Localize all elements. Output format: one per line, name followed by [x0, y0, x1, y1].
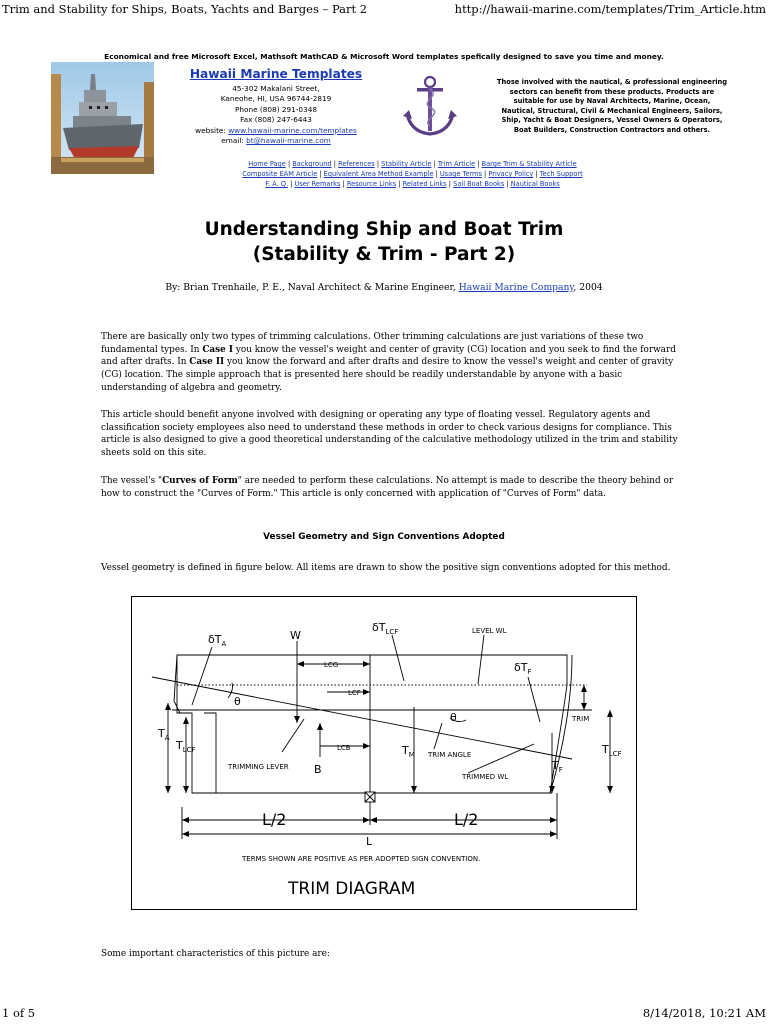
nav-faq[interactable]: F. A. Q. [265, 180, 289, 188]
para1-case1: Case I [202, 344, 234, 355]
para1-case2: Case II [189, 357, 225, 368]
nav-background[interactable]: Background [292, 160, 332, 168]
label-tlcf-left: $T_{LCF}$ [176, 739, 196, 754]
para3-bold: Curves of Form [162, 476, 238, 486]
nav-composite-eam[interactable]: Composite EAM Article [242, 170, 318, 178]
byline-company-link[interactable]: Hawaii Marine Company [458, 282, 574, 293]
para3-text-a: The vessel's " [101, 476, 163, 486]
byline [0, 282, 768, 293]
nav-usage-terms[interactable]: Usage Terms [439, 170, 482, 178]
label-tf: $T_F$ [552, 759, 563, 774]
diagram-note: TERMS SHOWN ARE POSITIVE AS PER ADOPTED SIGN CONVENTION. [242, 855, 481, 863]
print-page-url: http://hawaii-marine.com/templates/Trim_Article.htm [454, 2, 766, 16]
company-website-row [176, 126, 376, 136]
email-link[interactable]: bt@hawaii-marine.com [246, 136, 331, 146]
label-trim-angle: TRIM ANGLE [428, 751, 472, 759]
label-lcg: LCG [324, 661, 339, 669]
nav-nautical-books[interactable]: Nautical Books [510, 180, 560, 188]
website-label: website: [195, 125, 226, 135]
email-label: email: [221, 136, 244, 146]
label-tm: $T_M$ [402, 744, 415, 759]
nav-resource-links[interactable]: Resource Links [346, 180, 397, 188]
tagline: Economical and free Microsoft Excel, Mathsoft MathCAD & Microsoft Word templates spefically designed to save you time and money. [104, 52, 664, 61]
nav-row-1: Home Page | Background | References | Stability Article | Trim Article | Barge Trim & Stability Article [248, 160, 577, 168]
print-datetime: 8/14/2018, 10:21 AM [642, 1006, 766, 1020]
para1-text-b: you know the vessel's weight and center of gravity (CG) location and you seek to find the forward and after drafts. In [101, 344, 676, 368]
nav-related-links[interactable]: Related Links [402, 180, 447, 188]
label-trimming-lever: TRIMMING LEVER [228, 763, 289, 771]
nav-privacy-policy[interactable]: Privacy Policy [488, 170, 534, 178]
print-page-number: 1 of 5 [2, 1006, 36, 1020]
paragraph-audience: This article should benefit anyone involved with designing or operating any type of floating vessel. Regulatory agents and classification society employees also need to understand these methods in order to check various designs for compliance. This article is also designed to give a good theoretical understanding of the calculative methodology utilized in the trim and stability sheets sold on this site. [101, 410, 678, 459]
company-phone: Phone (808) 291-0348 [235, 104, 317, 114]
trim-diagram [131, 596, 637, 910]
label-trimmed-wl: TRIMMED WL [462, 773, 509, 781]
nav-links [220, 159, 605, 189]
nav-home[interactable]: Home Page [248, 160, 286, 168]
nav-trim-article[interactable]: Trim Article [437, 160, 476, 168]
anchor-icon [399, 74, 461, 140]
website-link[interactable]: www.hawaii-marine.com/templates [228, 125, 357, 135]
page-title [0, 218, 768, 267]
nav-tech-support[interactable]: Tech Support [539, 170, 583, 178]
paragraph-curves-of-form [101, 475, 681, 500]
byline-year: , 2004 [573, 282, 603, 293]
ship-photo [51, 62, 154, 174]
byline-author: By: Brian Trenhaile, P. E., Naval Architect & Marine Engineer, [165, 282, 456, 293]
section-heading: Vessel Geometry and Sign Conventions Adopted [263, 532, 505, 542]
nav-row-2: Composite EAM Article | Equivalent Area Method Example | Usage Terms | Privacy Policy | Tech Support [242, 170, 583, 178]
paragraph-geometry: Vessel geometry is defined in figure below. All items are drawn to show the positive sign conventions adopted for this method. [101, 563, 671, 573]
print-header [0, 2, 768, 18]
label-half-length-2: L/2 [454, 810, 479, 829]
nav-eam-example[interactable]: Equivalent Area Method Example [323, 170, 434, 178]
label-theta-2: θ [450, 711, 457, 724]
company-city: Kaneohe, HI, USA 96744-2819 [220, 94, 332, 104]
diagram-title: TRIM DIAGRAM [288, 879, 416, 899]
company-email-row [176, 136, 376, 146]
label-dtf: $\delta T_F$ [514, 661, 532, 676]
nav-barge-article[interactable]: Barge Trim & Stability Article [481, 160, 577, 168]
nav-stability-article[interactable]: Stability Article [381, 160, 432, 168]
print-page-title: Trim and Stability for Ships, Boats, Yachts and Barges – Part 2 [2, 2, 368, 16]
label-length: L [366, 835, 373, 848]
label-trim: TRIM [572, 715, 590, 723]
label-level-wl: LEVEL WL [472, 627, 507, 635]
para3-text-b: " are needed to perform these calculations. No attempt is made to describe the theory behind or how to construct the "Curves of Form." This article is only concerned with application of "Curves of Form" data. [101, 476, 674, 499]
users-blurb: Those involved with the nautical, & professional engineering sectors can benefit from these products. Products are suitable for use by Naval Architects, Marine, Ocean, Nautical, Structural, Civil & Mechanical Engineers, Sailors, Ship, Yacht & Boat Designers, Vessel Owners & Operators, Boat Builders, Construction Contractors and others. [496, 78, 728, 134]
para1-text-a: There are basically only two types of trimming calculations. Other trimming calculations are just variations of these two fundamental types. In [101, 332, 644, 355]
nav-sail-boat-books[interactable]: Sail Boat Books [453, 180, 505, 188]
para1-text-c: you know the forward and after drafts and desire to know the vessel's weight and center of gravity (CG) location. The simple approach that is presented here should be readily understandable by anyone with a basic understanding of algebra and geometry. [101, 357, 674, 393]
label-lcb: LCB [337, 744, 351, 752]
label-dtlcf: $\delta T_{LCF}$ [372, 621, 399, 636]
print-footer [0, 1006, 768, 1022]
label-half-length-1: L/2 [262, 810, 287, 829]
title-line-2: (Stability & Trim - Part 2) [252, 243, 516, 265]
company-fax: Fax (808) 247-6443 [240, 115, 312, 125]
label-b: B [314, 763, 322, 776]
label-tlcf-right: $T_{LCF}$ [602, 743, 622, 758]
paragraph-characteristics: Some important characteristics of this picture are: [101, 949, 330, 959]
label-w: W [290, 629, 301, 642]
company-street: 45-302 Makalani Street, [232, 84, 320, 93]
midship-icon [365, 792, 375, 802]
label-dta: $\delta T_A$ [208, 633, 227, 648]
company-info [176, 66, 376, 146]
title-line-1: Understanding Ship and Boat Trim [204, 219, 564, 240]
trim-diagram-svg [132, 597, 638, 911]
paragraph-intro [101, 331, 681, 395]
label-lcf: LCF [348, 689, 361, 697]
nav-row-3: F. A. Q. | User Remarks | Resource Links | Related Links | Sail Boat Books | Nautical Books [265, 180, 560, 188]
label-ta: $T_A$ [158, 727, 170, 742]
nav-references[interactable]: References [338, 160, 375, 168]
company-name-link[interactable]: Hawaii Marine Templates [189, 67, 363, 81]
nav-user-remarks[interactable]: User Remarks [294, 180, 341, 188]
label-theta-1: θ [234, 695, 241, 708]
